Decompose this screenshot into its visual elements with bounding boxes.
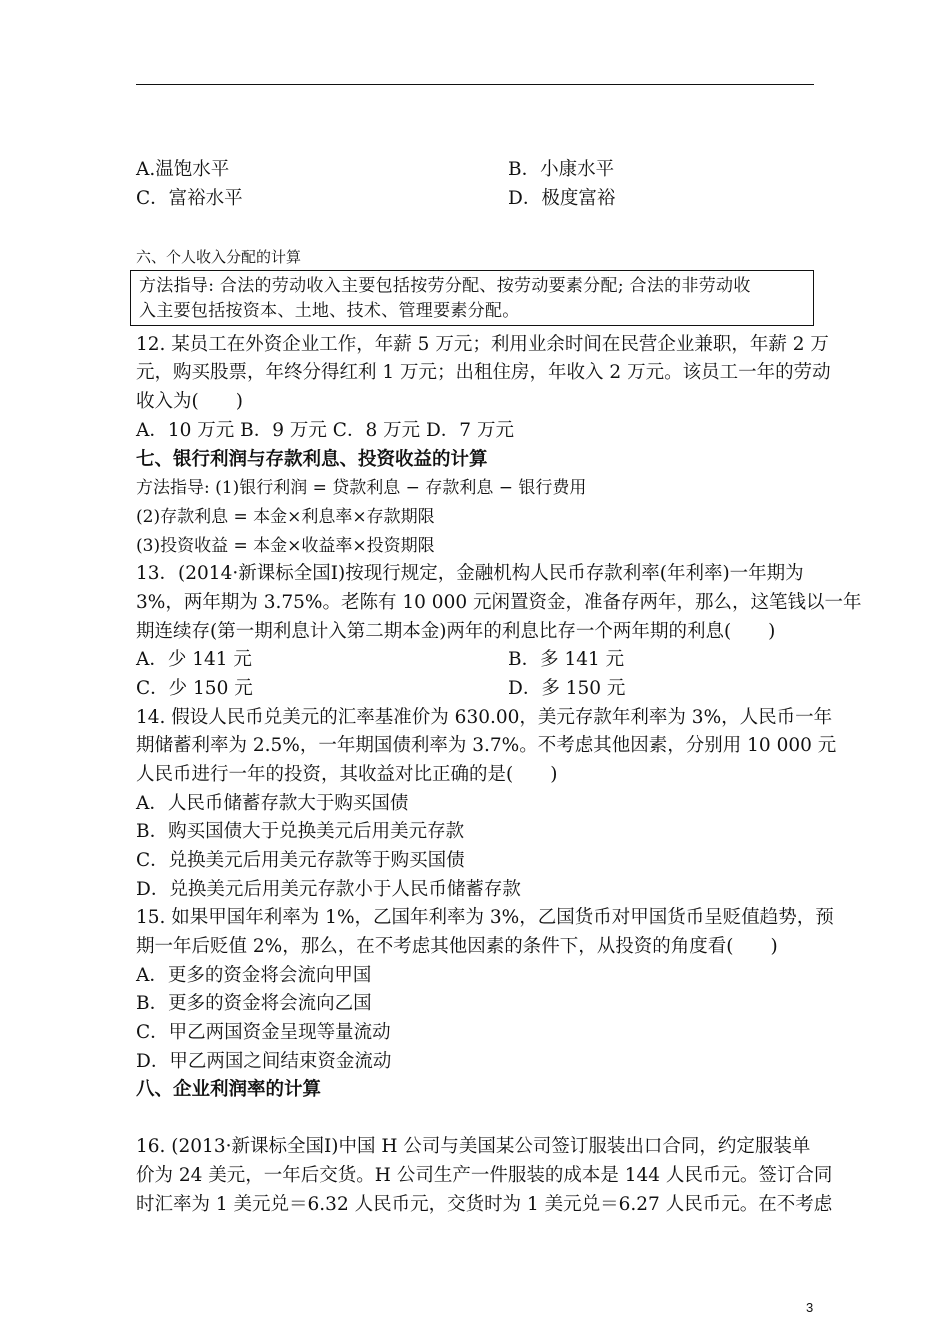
q11-option-c: C．富裕水平 — [136, 188, 243, 209]
method-box-line-2: 入主要包括按资本、土地、技术、管理要素分配。 — [139, 301, 520, 321]
q15-option-c: C．甲乙两国资金呈现等量流动 — [136, 1022, 391, 1043]
q13-option-a: A．少 141 元 — [136, 649, 252, 670]
q14-option-a: A．人民币储蓄存款大于购买国债 — [136, 793, 409, 814]
q16-line-3: 时汇率为 1 美元兑＝6.32 人民币元，交货时为 1 美元兑＝6.27 人民币元。在不考虑 — [136, 1194, 833, 1215]
section7-method-1: 方法指导: (1)银行利润 = 贷款利息 − 存款利息 − 银行费用 — [136, 478, 587, 498]
q14-line-1: 14. 假设人民币兑美元的汇率基准价为 630.00，美元存款年利率为 3%，人民币一年 — [136, 707, 833, 728]
q13-line-2: 3%，两年期为 3.75%。老陈有 10 000 元闲置资金，准备存两年，那么，这笔钱以一年 — [136, 592, 862, 613]
q14-option-b: B．购买国债大于兑换美元后用美元存款 — [136, 821, 465, 842]
q15-line-1: 15. 如果甲国年利率为 1%，乙国年利率为 3%，乙国货币对甲国货币呈贬值趋势，预 — [136, 907, 834, 928]
method-box — [130, 270, 814, 326]
q13-line-3: 期连续存(第一期利息计入第二期本金)两年的利息比存一个两年期的利息( ) — [136, 621, 776, 642]
q15-line-2: 期一年后贬值 2%，那么，在不考虑其他因素的条件下，从投资的角度看( ) — [136, 936, 778, 957]
q13-option-c: C．少 150 元 — [136, 678, 253, 699]
q15-option-b: B．更多的资金将会流向乙国 — [136, 993, 372, 1014]
q13-option-d: D．多 150 元 — [508, 678, 626, 699]
method-box-line-1: 方法指导: 合法的劳动收入主要包括按劳分配、按劳动要素分配; 合法的非劳动收 — [139, 276, 751, 296]
q15-option-a: A．更多的资金将会流向甲国 — [136, 965, 372, 986]
q12-line-2: 元，购买股票，年终分得红利 1 万元；出租住房，年收入 2 万元。该员工一年的劳动 — [136, 362, 831, 383]
section6-title: 六、个人收入分配的计算 — [136, 248, 302, 266]
q11-option-row-2 — [136, 187, 616, 211]
section7-method-2: (2)存款利息 = 本金×利息率×存款期限 — [136, 507, 435, 527]
section7-method-3: (3)投资收益 = 本金×收益率×投资期限 — [136, 536, 435, 556]
q11-option-row-1 — [136, 158, 615, 182]
q15-option-d: D．甲乙两国之间结束资金流动 — [136, 1051, 392, 1072]
q12-line-1: 12. 某员工在外资企业工作，年薪 5 万元；利用业余时间在民营企业兼职，年薪 2 万 — [136, 334, 829, 355]
q16-line-2: 价为 24 美元，一年后交货。H 公司生产一件服装的成本是 144 人民币元。签订合同 — [136, 1165, 833, 1186]
q12-line-3: 收入为( ) — [136, 391, 243, 412]
page-number: 3 — [806, 1300, 814, 1315]
q11-option-a: A.温饱水平 — [136, 159, 230, 180]
q13-line-1: 13．(2014·新课标全国Ⅰ)按现行规定，金融机构人民币存款利率(年利率)一年期为 — [136, 563, 804, 584]
q14-option-d: D．兑换美元后用美元存款小于人民币储蓄存款 — [136, 879, 521, 900]
q13-option-b: B．多 141 元 — [508, 649, 625, 670]
q16-line-1: 16. (2013·新课标全国Ⅰ)中国 H 公司与美国某公司签订服装出口合同，约定服装单 — [136, 1136, 811, 1157]
section8-title: 八、企业利润率的计算 — [136, 1079, 322, 1100]
q11-option-d: D．极度富裕 — [508, 188, 616, 209]
q14-line-2: 期储蓄利率为 2.5%，一年期国债利率为 3.7%。不考虑其他因素，分别用 10 000 元 — [136, 735, 837, 756]
section7-title: 七、银行利润与存款利息、投资收益的计算 — [136, 449, 488, 470]
header-rule — [136, 84, 814, 85]
q14-option-c: C．兑换美元后用美元存款等于购买国债 — [136, 850, 465, 871]
q11-option-b: B．小康水平 — [508, 159, 615, 180]
q13-option-row-2 — [136, 677, 626, 701]
q14-line-3: 人民币进行一年的投资，其收益对比正确的是( ) — [136, 764, 558, 785]
q12-options: A．10 万元 B．9 万元 C．8 万元 D．7 万元 — [136, 420, 514, 441]
q13-option-row-1 — [136, 648, 625, 672]
